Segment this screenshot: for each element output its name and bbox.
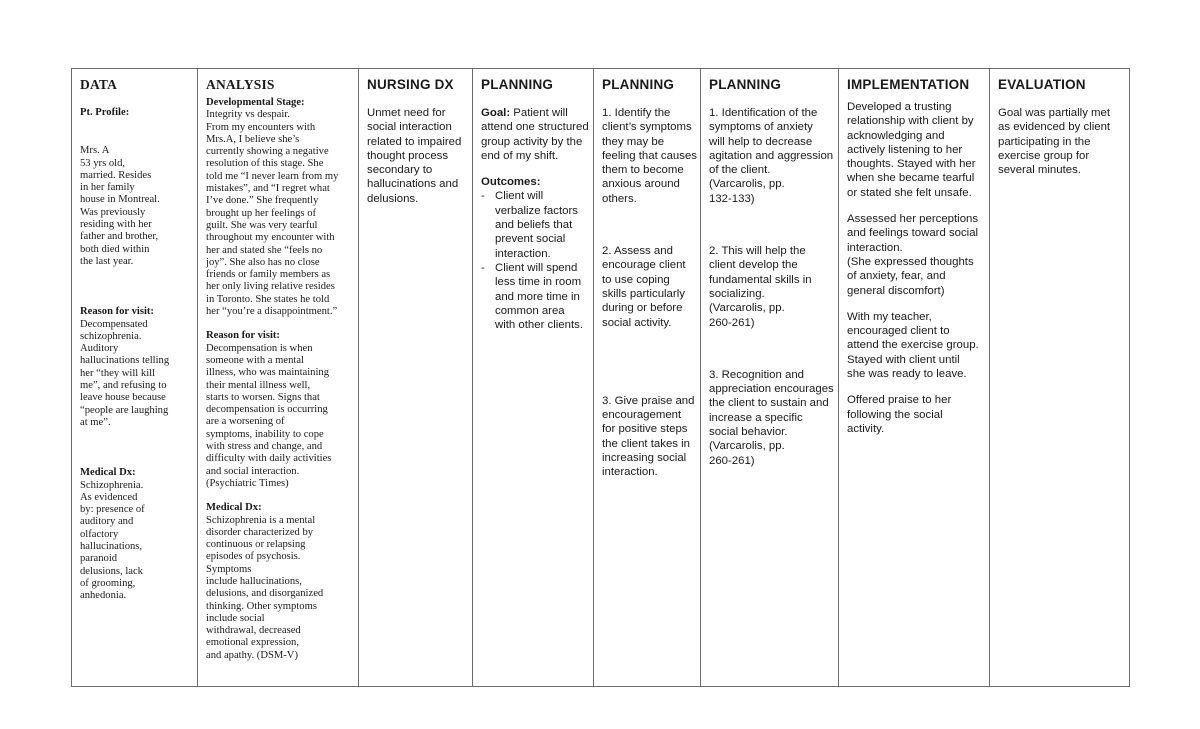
- medical-dx-text: [80, 480, 191, 603]
- text-line: I’ve done.” She frequently: [206, 195, 319, 207]
- implementation-para-2: [847, 212, 983, 298]
- text-line: Was previously: [80, 206, 146, 218]
- outcome-item: [481, 261, 587, 332]
- text-line: she was ready to leave.: [847, 368, 967, 381]
- text-line: at me”.: [80, 416, 111, 428]
- text-line: attend the exercise group.: [847, 339, 979, 352]
- medical-dx-label: Medical Dx:: [80, 467, 136, 479]
- text-line: 3. Recognition and: [709, 368, 804, 381]
- text-line: joy”. She also has no close: [206, 256, 320, 268]
- text-line: end of my shift.: [481, 149, 559, 162]
- text-line: hallucinations and: [367, 178, 459, 191]
- text-line: decompensation is occurring: [206, 404, 328, 416]
- text-line: Decompensation is when: [206, 342, 313, 354]
- text-line: me”, and refusing to: [80, 380, 167, 392]
- text-line: 260-261): [709, 316, 755, 329]
- text-line: and beliefs that: [495, 219, 573, 232]
- text-line: they may be: [602, 135, 665, 148]
- text-line: Auditory: [80, 343, 119, 355]
- text-line: will help to decrease: [709, 135, 813, 148]
- text-line: starts to worsen. Signs that: [206, 391, 320, 403]
- text-line: 2. This will help the: [709, 245, 806, 258]
- text-line: residing with her: [80, 219, 152, 231]
- text-line: currently showing a negative: [206, 146, 329, 158]
- outcome-text: [495, 261, 583, 332]
- text-line: actively listening to her: [847, 143, 963, 156]
- text-line: them to become: [602, 164, 684, 177]
- evaluation-column: [990, 69, 1130, 687]
- text-line: client develop the: [709, 259, 798, 272]
- intervention-1: [602, 106, 697, 206]
- text-line: Integrity vs despair.: [206, 109, 290, 121]
- planning-interventions-column: [594, 69, 701, 687]
- text-line: relationship with client by: [847, 115, 974, 128]
- text-line: Mrs. A: [80, 145, 110, 157]
- text-line: thought process: [367, 149, 449, 162]
- analysis-column: [198, 69, 359, 687]
- text-line: difficulty with daily activities: [206, 453, 332, 465]
- text-line: Goal was partially met: [998, 107, 1111, 119]
- text-line: skills particularly: [602, 287, 685, 300]
- text-line: encouragement: [602, 409, 682, 422]
- text-line: the last year.: [80, 255, 134, 267]
- text-line: include social: [206, 612, 265, 624]
- developmental-stage-text: [206, 109, 352, 318]
- text-line: feeling that causes: [602, 149, 697, 162]
- text-line: anhedonia.: [80, 590, 127, 602]
- table-row: [72, 69, 1130, 687]
- text-line: the client takes in: [602, 437, 691, 450]
- text-line: prevent social: [495, 233, 566, 246]
- text-line: With my teacher,: [847, 310, 932, 323]
- text-line: and social interaction.: [206, 465, 300, 477]
- evaluation-text: [998, 106, 1123, 177]
- text-line: throughout my encounter with: [206, 232, 335, 244]
- text-line: thinking. Other symptoms: [206, 600, 317, 612]
- text-line: in Toronto. She states he told: [206, 293, 330, 305]
- text-line: secondary to: [367, 164, 433, 177]
- implementation-header: IMPLEMENTATION: [847, 77, 970, 92]
- text-line: emotional expression,: [206, 637, 299, 649]
- text-line: anxious around: [602, 178, 680, 191]
- text-line: 3. Give praise and: [602, 394, 695, 407]
- text-line: social behavior.: [709, 426, 788, 439]
- text-line: client’s symptoms: [602, 121, 692, 134]
- text-line: her and stated she “feels no: [206, 244, 323, 256]
- text-line: Decompensated: [80, 318, 148, 330]
- text-line: encouraged client to: [847, 325, 950, 338]
- text-line: increasing social: [602, 452, 687, 465]
- text-line: symptoms of anxiety: [709, 121, 813, 134]
- planning-goal-column: [473, 69, 594, 687]
- outcomes-label: Outcomes:: [481, 176, 541, 189]
- text-line: participating in the: [998, 135, 1091, 148]
- intervention-3: [602, 394, 694, 480]
- text-line: increase a specific: [709, 411, 803, 424]
- text-line: her “you’re a disappointment.”: [206, 306, 338, 318]
- developmental-stage-label: Developmental Stage:: [206, 97, 305, 108]
- text-line: interaction.: [495, 247, 551, 260]
- text-line: in her family: [80, 182, 135, 194]
- text-line: guilt. She was very tearful: [206, 219, 318, 231]
- outcome-dash: -: [481, 261, 485, 274]
- text-line: “people are laughing: [80, 404, 169, 416]
- text-line: activity.: [847, 422, 885, 435]
- text-line: As evidenced: [80, 491, 138, 503]
- analysis-visit-label: Reason for visit:: [206, 330, 280, 342]
- text-line: fundamental skills in: [709, 273, 812, 286]
- text-line: 132-133): [709, 192, 755, 205]
- text-line: several minutes.: [998, 164, 1081, 177]
- text-line: her “they will kill: [80, 367, 156, 379]
- goal-text: [481, 106, 587, 163]
- text-line: and apathy. (DSM-V): [206, 649, 298, 661]
- text-line: encourage client: [602, 259, 686, 272]
- text-line: Client will: [495, 190, 544, 203]
- text-line: 53 yrs old,: [80, 157, 126, 169]
- text-line: thoughts. Stayed with her: [847, 158, 976, 171]
- text-line: general discomfort): [847, 284, 945, 297]
- text-line: resolution of this stage. She: [206, 158, 324, 170]
- text-line: of grooming,: [80, 577, 136, 589]
- text-line: brought up her feelings of: [206, 207, 317, 219]
- nursing-dx-header: NURSING DX: [367, 77, 454, 92]
- planning-rationale-column: [701, 69, 839, 687]
- text-line: for positive steps: [602, 423, 688, 436]
- text-line: acknowledging and: [847, 129, 945, 142]
- text-line: and more time in: [495, 290, 580, 303]
- text-line: Mrs.A, I believe she’s: [206, 133, 300, 145]
- text-line: Stayed with client until: [847, 353, 960, 366]
- text-line: interaction.: [847, 241, 903, 254]
- text-line: group activity by the: [481, 135, 583, 148]
- analysis-visit-text: [206, 343, 352, 491]
- text-line: appreciation encourages: [709, 383, 834, 396]
- text-line: withdrawal, decreased: [206, 625, 301, 637]
- outcome-text: [495, 189, 578, 260]
- text-line: by: presence of: [80, 504, 145, 516]
- planning-interventions-header: PLANNING: [602, 77, 675, 92]
- text-line: (Varcarolis, pp.: [709, 440, 785, 453]
- text-line: both died within: [80, 243, 150, 255]
- text-line: are a worsening of: [206, 416, 285, 428]
- text-line: paranoid: [80, 553, 118, 565]
- text-line: verbalize factors: [495, 204, 578, 217]
- text-line: her only living relative resides: [206, 281, 335, 293]
- data-header: DATA: [80, 77, 118, 92]
- rationale-3: [709, 368, 832, 468]
- text-line: their mental illness well,: [206, 379, 311, 391]
- implementation-para-3: [847, 310, 983, 381]
- text-line: exercise group for: [998, 149, 1090, 162]
- text-line: 260-261): [709, 454, 755, 467]
- text-line: less time in room: [495, 276, 582, 289]
- text-line: with other clients.: [495, 319, 583, 332]
- text-line: during or before: [602, 302, 683, 315]
- text-line: social activity.: [602, 316, 672, 329]
- text-line: father and brother,: [80, 231, 159, 243]
- nursing-dx-text: [367, 106, 466, 206]
- text-line: of the client.: [709, 164, 771, 177]
- text-line: (She expressed thoughts: [847, 255, 974, 268]
- text-line: delusions.: [367, 192, 419, 205]
- text-line: (Varcarolis, pp.: [709, 178, 785, 191]
- text-line: when she became tearful: [847, 172, 975, 185]
- text-line: or stated she felt unsafe.: [847, 186, 972, 199]
- text-line: friends or family members as: [206, 269, 331, 281]
- text-line: Unmet need for: [367, 107, 446, 119]
- outcomes-list: [481, 189, 587, 332]
- text-line: (Varcarolis, pp.: [709, 302, 785, 315]
- planning-goal-header: PLANNING: [481, 77, 554, 92]
- rationale-1: [709, 106, 832, 206]
- text-line: Client will spend: [495, 261, 578, 274]
- evaluation-header: EVALUATION: [998, 77, 1086, 92]
- text-line: 1. Identify the: [602, 107, 671, 119]
- profile-text: [80, 145, 191, 268]
- outcome-dash: -: [481, 190, 485, 203]
- data-column: [72, 69, 198, 687]
- text-line: common area: [495, 304, 565, 317]
- text-line: of anxiety, fear, and: [847, 270, 946, 283]
- text-line: 2. Assess and: [602, 245, 673, 258]
- planning-rationale-header: PLANNING: [709, 77, 782, 92]
- analysis-dx-text: [206, 515, 352, 663]
- goal-label: Goal:: [481, 107, 511, 119]
- text-line: attend one structured: [481, 121, 589, 134]
- text-line: olfactory: [80, 528, 119, 540]
- text-line: illness, who was maintaining: [206, 367, 329, 379]
- text-line: Offered praise to her: [847, 394, 952, 407]
- implementation-column: [839, 69, 990, 687]
- text-line: someone with a mental: [206, 354, 304, 366]
- goal-lines: [481, 120, 587, 163]
- text-line: others.: [602, 192, 637, 205]
- text-line: married. Resides: [80, 169, 152, 181]
- text-line: as evidenced by client: [998, 121, 1111, 134]
- text-line: From my encounters with: [206, 121, 316, 133]
- text-line: interaction.: [602, 466, 658, 479]
- text-line: 1. Identification of the: [709, 107, 818, 119]
- nursing-care-plan-table: [71, 68, 1130, 687]
- text-line: with stress and change, and: [206, 441, 323, 453]
- rationale-2: [709, 244, 832, 330]
- text-line: social interaction: [367, 121, 452, 134]
- text-line: house in Montreal.: [80, 194, 160, 206]
- text-line: delusions, lack: [80, 565, 143, 577]
- text-line: leave house because: [80, 392, 166, 404]
- text-line: following the social: [847, 408, 943, 421]
- analysis-header: ANALYSIS: [206, 77, 275, 92]
- text-line: continuous or relapsing: [206, 539, 306, 551]
- implementation-para-4: [847, 393, 983, 436]
- text-line: hallucinations telling: [80, 355, 170, 367]
- text-line: delusions, and disorganized: [206, 588, 324, 600]
- text-line: auditory and: [80, 516, 134, 528]
- text-line: symptoms, inability to cope: [206, 428, 324, 440]
- text-line: agitation and aggression: [709, 149, 834, 162]
- text-line: Developed a trusting: [847, 101, 952, 113]
- text-line: hallucinations,: [80, 541, 143, 553]
- text-line: told me “I never learn from my: [206, 170, 339, 182]
- text-line: Schizophrenia.: [80, 479, 144, 491]
- text-line: (Psychiatric Times): [206, 477, 289, 489]
- text-line: and feelings toward social: [847, 227, 979, 240]
- text-line: episodes of psychosis.: [206, 551, 301, 563]
- text-line: socializing.: [709, 287, 765, 300]
- text-line: to use coping: [602, 273, 670, 286]
- nursing-dx-column: [359, 69, 473, 687]
- text-line: schizophrenia.: [80, 330, 142, 342]
- goal-first-line: Patient will: [513, 107, 568, 119]
- text-line: related to impaired: [367, 135, 462, 148]
- text-line: disorder characterized by: [206, 526, 314, 538]
- outcome-item: [481, 189, 587, 260]
- text-line: mistakes”, and “I regret what: [206, 183, 330, 195]
- intervention-2: [602, 244, 694, 330]
- analysis-dx-label: Medical Dx:: [206, 502, 262, 514]
- text-line: Schizophrenia is a mental: [206, 514, 316, 526]
- implementation-para-1: [847, 100, 983, 200]
- text-line: Assessed her perceptions: [847, 213, 979, 226]
- reason-for-visit-text: [80, 319, 191, 430]
- text-line: Symptoms: [206, 563, 252, 575]
- text-line: the client to sustain and: [709, 397, 829, 410]
- profile-label: Pt. Profile:: [80, 107, 130, 118]
- reason-for-visit-label: Reason for visit:: [80, 306, 154, 318]
- text-line: include hallucinations,: [206, 575, 302, 587]
